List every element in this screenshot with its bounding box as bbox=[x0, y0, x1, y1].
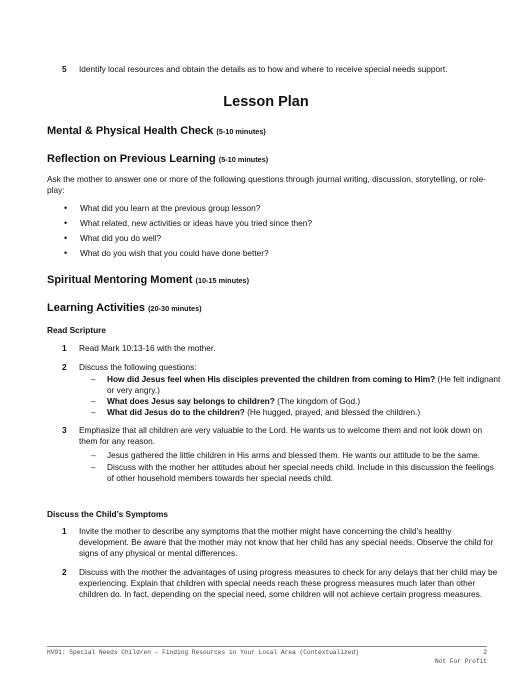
heading-text: Learning Activities bbox=[47, 302, 146, 314]
item-number: 2 bbox=[62, 362, 67, 372]
heading-text: Spiritual Mentoring Moment bbox=[47, 274, 193, 286]
heading-mental-physical bbox=[47, 124, 266, 139]
item-text: Discuss the following questions: bbox=[79, 362, 197, 372]
item-number: 1 bbox=[62, 343, 67, 353]
heading-text: Reflection on Previous Learning bbox=[47, 153, 216, 165]
item-text: Invite the mother to describe any symptoms that the mother might have concerning the child’s healthy development. Be aware that the mother may not know that her child has any special needs. Observe the child for signs of any physical or mental differences. bbox=[79, 526, 494, 558]
scripture-item-2 bbox=[62, 362, 502, 418]
footer-course-title: HV91: Special Needs Children – Finding Resources in Your Local Area (Contextualized) bbox=[47, 649, 359, 656]
subheading-discuss-symptoms: Discuss the Child’s Symptoms bbox=[47, 509, 168, 519]
heading-text: Mental & Physical Health Check bbox=[47, 125, 214, 137]
discussion-question bbox=[79, 407, 502, 418]
list-item: • What did you do well? bbox=[64, 233, 484, 248]
heading-duration: (10-15 minutes) bbox=[195, 276, 250, 285]
item-number: 3 bbox=[62, 425, 67, 435]
objective-number: 5 bbox=[62, 64, 67, 74]
discussion-question bbox=[79, 396, 502, 407]
heading-duration: (5-10 minutes) bbox=[218, 155, 269, 164]
question-text: What does Jesus say belongs to children? bbox=[107, 396, 275, 406]
reflection-question-list bbox=[64, 203, 484, 263]
heading-spiritual bbox=[47, 273, 249, 288]
item-text: Read Mark 10:13-16 with the mother. bbox=[79, 343, 216, 353]
heading-duration: (20-30 minutes) bbox=[148, 304, 202, 313]
symptoms-item-2 bbox=[62, 567, 502, 600]
question-text: How did Jesus feel when His disciples prevented the children from coming to Him? bbox=[107, 374, 436, 384]
answer-text: (The kingdom of God.) bbox=[274, 396, 361, 406]
item-number: 2 bbox=[62, 567, 67, 577]
item-text: Discuss with the mother the advantages of using progress measures to check for any delays that her child may be experiencing. Explain that children with special needs reach these progress measures much later than other children do. In fact, depending on the special need, some children will not achieve certain progress measures. bbox=[79, 567, 498, 599]
objective-item-5 bbox=[62, 64, 502, 75]
scripture-item-3 bbox=[62, 425, 502, 484]
heading-learning-activities bbox=[47, 301, 202, 316]
heading-reflection bbox=[47, 152, 268, 167]
answer-text: (He hugged, prayed, and blessed the children.) bbox=[244, 407, 421, 417]
heading-duration: (5-10 minutes) bbox=[216, 127, 266, 136]
list-item: • What did you learn at the previous group lesson? bbox=[64, 203, 484, 218]
list-item: • What related, new activities or ideas have you tried since then? bbox=[64, 218, 484, 233]
answer-text: (He felt indignant or very angry.) bbox=[107, 374, 501, 395]
reflection-intro: Ask the mother to answer one or more of the following questions through journal writing, discussion, storytelling, or role-play: bbox=[47, 174, 487, 195]
footer-page-number: 2 bbox=[483, 649, 487, 656]
emphasis-point: – Discuss with the mother her attitudes about her special needs child. Include in this discussion the feelings of other household members towards her special needs child. bbox=[79, 462, 502, 484]
symptoms-item-1 bbox=[62, 526, 502, 559]
scripture-item-1 bbox=[62, 343, 502, 354]
footer-not-for-profit: Not For Profit bbox=[435, 658, 487, 665]
subheading-read-scripture: Read Scripture bbox=[47, 325, 107, 335]
item-number: 1 bbox=[62, 526, 67, 536]
emphasis-point: – Jesus gathered the little children in His arms and blessed them. He wants our attitude to be the same. bbox=[79, 450, 502, 461]
footer-divider bbox=[47, 646, 487, 647]
page-title: Lesson Plan bbox=[223, 94, 309, 110]
question-text: What did Jesus do to the children? bbox=[107, 407, 245, 417]
item-text: Emphasize that all children are very valuable to the Lord. He wants us to welcome them and not look down on them for any reason. bbox=[79, 425, 483, 446]
list-item: • What do you wish that you could have done better? bbox=[64, 248, 484, 263]
discussion-question bbox=[79, 374, 502, 396]
objective-text: Identify local resources and obtain the details as to how and where to receive special needs support. bbox=[79, 64, 448, 74]
